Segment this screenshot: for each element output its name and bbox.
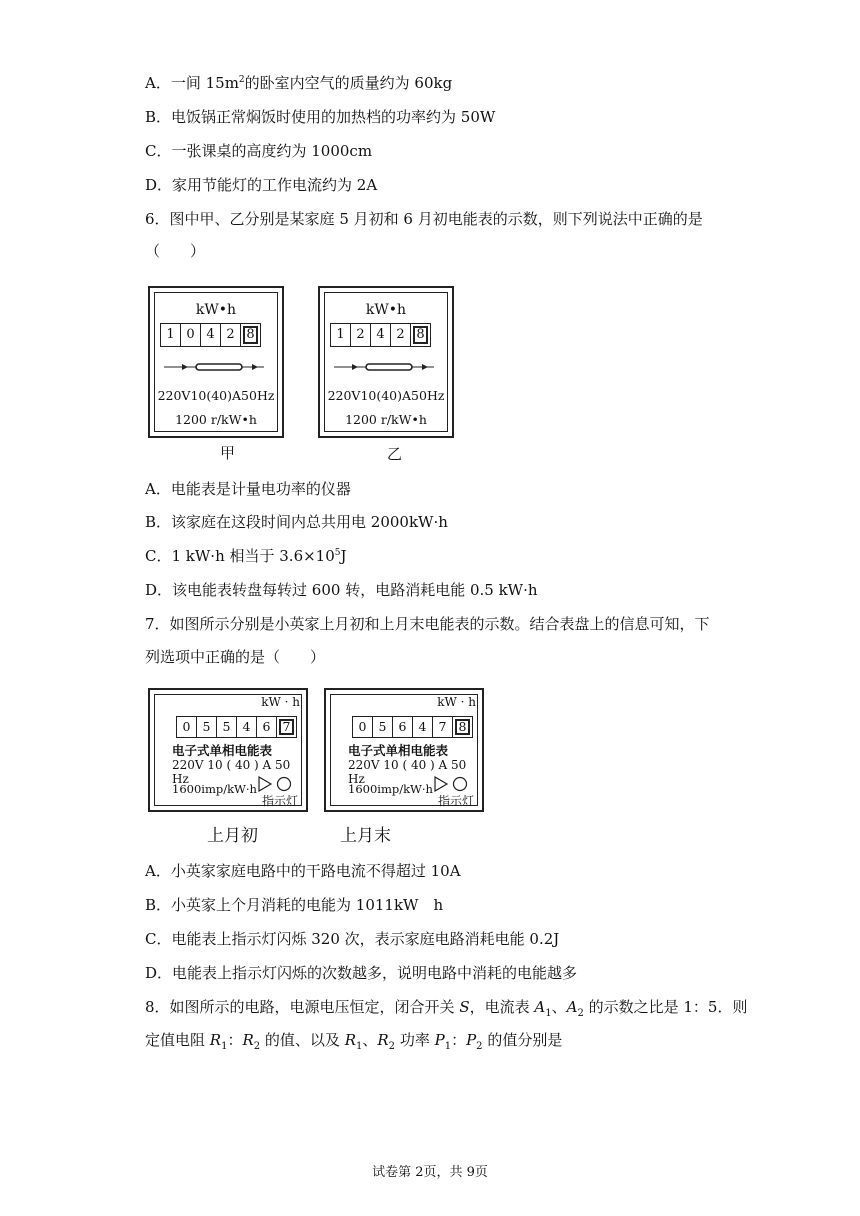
meter-caption-yi: 乙 <box>387 445 403 463</box>
q6-option-b: B．该家庭在这段时间内总共用电 2000kW·h <box>145 513 448 531</box>
meter-decimal-digit: 8 <box>453 717 472 737</box>
meter-digit: 2 <box>221 324 241 346</box>
q8-stem-line1: 8．如图所示的电路，电源电压恒定，闭合开关 S，电流表 $A_1$、$A_2$ 的示数之比是 1：5．则 <box>145 998 748 1019</box>
meter-digit: 6 <box>393 717 413 737</box>
meter-digit: 4 <box>371 324 391 346</box>
q6-option-a: A．电能表是计量电功率的仪器 <box>145 480 351 498</box>
meter-digit: 5 <box>217 717 237 737</box>
meter-caption-end: 上月末 <box>340 826 391 846</box>
meter-unit: kW•h <box>365 302 407 318</box>
q7-option-c: C．电能表上指示灯闪烁 320 次，表示家庭电路消耗电能 0.2J <box>145 930 560 948</box>
indicator-lamp-icon <box>432 776 472 792</box>
meter-digit: 0 <box>353 717 373 737</box>
q5-option-a: A．一间 $15m^2$的卧室内空气的质量约为 60kg <box>145 74 453 92</box>
meter-rate: 1200 r/kW•h <box>345 412 427 427</box>
q5-option-d: D．家用节能灯的工作电流约为 2A <box>145 176 378 194</box>
indicator-lamp-icon <box>256 776 296 792</box>
meter-caption-start: 上月初 <box>207 826 258 846</box>
meter-digit: 2 <box>351 324 371 346</box>
meter-unit: kW•h <box>195 302 237 318</box>
meter-digit: 1 <box>331 324 351 346</box>
meter-digits <box>176 716 297 738</box>
meter-digit: 2 <box>391 324 411 346</box>
q6-option-d: D．该电能表转盘每转过 600 转，电路消耗电能 0.5 kW·h <box>145 581 538 599</box>
meter-spec: 220V10(40)A50Hz <box>327 388 445 403</box>
rotating-disc-icon <box>334 362 434 372</box>
meter-digits <box>352 716 473 738</box>
meter-rate: 1600imp/kW·h <box>172 782 257 796</box>
meter-rate: 1600imp/kW·h <box>348 782 433 796</box>
rotating-disc-icon <box>164 362 264 372</box>
meter-digit: 4 <box>237 717 257 737</box>
q6-stem-line1: 6．图中甲、乙分别是某家庭 5 月初和 6 月初电能表的示数，则下列说法中正确的是 <box>145 210 703 228</box>
meter-digit: 4 <box>201 324 221 346</box>
meter-start-of-month <box>148 688 308 812</box>
indicator-lamp-label: 指示灯 <box>437 794 474 808</box>
meter-spec: 220V 10 ( 40 ) A 50 Hz <box>348 758 467 786</box>
q7-stem-line2: 列选项中正确的是（ ） <box>145 648 326 666</box>
meter-decimal-digit: 8 <box>241 324 260 346</box>
q6-stem-line2: （ ） <box>145 242 206 260</box>
meter-jia <box>148 286 284 438</box>
page-footer: 试卷第 2页，共 9页 <box>372 1165 488 1180</box>
meter-unit: kW · h <box>261 695 300 709</box>
meter-digit: 7 <box>433 717 453 737</box>
q7-option-b: B．小英家上个月消耗的电能为 1011kW h <box>145 896 444 914</box>
meter-digit: 1 <box>161 324 181 346</box>
q5-option-c: C．一张课桌的高度约为 1000cm <box>145 142 373 160</box>
meter-digit: 5 <box>197 717 217 737</box>
meter-type: 电子式单相电能表 <box>348 743 449 758</box>
meter-digit: 5 <box>373 717 393 737</box>
meter-rate: 1200 r/kW•h <box>175 412 257 427</box>
meter-digit: 0 <box>181 324 201 346</box>
q6-option-c: C．1 kW·h 相当于 $3.6\times 10^5J$ <box>145 547 347 565</box>
meter-digits <box>330 323 431 347</box>
meter-digit: 0 <box>177 717 197 737</box>
q7-option-d: D．电能表上指示灯闪烁的次数越多，说明电路中消耗的电能越多 <box>145 964 578 982</box>
meter-type: 电子式单相电能表 <box>172 743 273 758</box>
q8-stem-line2: 定值电阻 $R_1$：$R_2$ 的值、以及 $R_1$、$R_2$ 功率 $P_1$：$P_2$ 的值分别是 <box>145 1031 563 1052</box>
meter-digits <box>160 323 261 347</box>
meter-digit: 4 <box>413 717 433 737</box>
meter-end-of-month <box>324 688 484 812</box>
meter-decimal-digit: 7 <box>277 717 296 737</box>
meter-unit: kW · h <box>437 695 476 709</box>
q7-stem-line1: 7．如图所示分别是小英家上月初和上月末电能表的示数。结合表盘上的信息可知，下 <box>145 615 710 633</box>
meter-caption-jia: 甲 <box>220 444 236 462</box>
meter-spec: 220V10(40)A50Hz <box>157 388 275 403</box>
meter-yi <box>318 286 454 438</box>
meter-digit: 6 <box>257 717 277 737</box>
meter-spec: 220V 10 ( 40 ) A 50 Hz <box>172 758 291 786</box>
meter-decimal-digit: 8 <box>411 324 430 346</box>
q7-option-a: A．小英家家庭电路中的干路电流不得超过 10A <box>145 862 461 880</box>
indicator-lamp-label: 指示灯 <box>261 794 298 808</box>
q5-option-b: B．电饭锅正常焖饭时使用的加热档的功率约为 50W <box>145 108 496 126</box>
